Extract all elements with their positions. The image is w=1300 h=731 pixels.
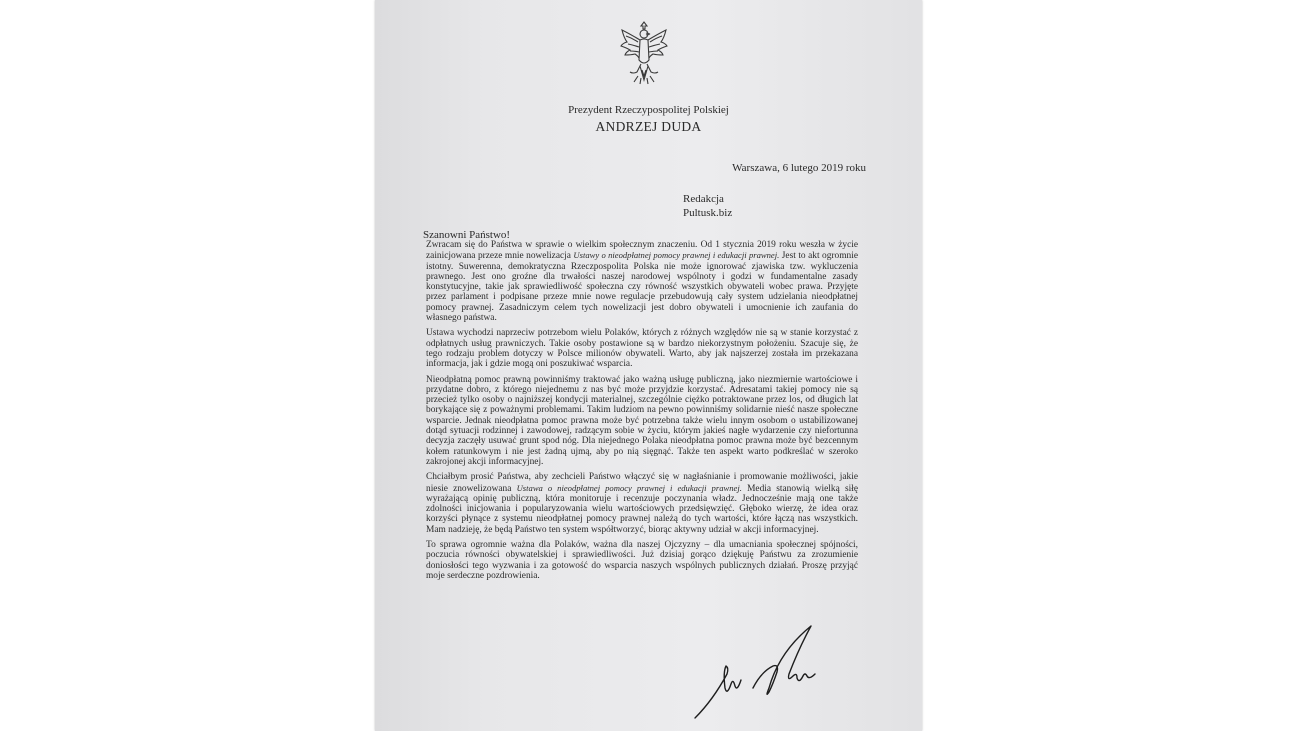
act-title: Ustawy o nieodpłatnej pomocy prawnej i edukacji prawnej. [573,250,780,261]
paragraph [426,240,858,323]
paragraph: Ustawa wychodzi naprzeciw potrzebom wielu Polaków, których z różnych względów nie są w stanie korzystać z odpłatnych usług prawniczych. Takie osoby postawione są w bardzo niekorzystnym położeniu. Szacuje się, że tego rodzaju problem dotyczy w Polsce milionów obywateli. Warto, aby jak najszerzej została im przekazana informacja, jak i gdzie mogą oni poszukiwać wsparcia. [426,328,858,370]
president-name: ANDRZEJ DUDA [595,119,702,134]
paragraph-text: Jest to akt ogromnie istotny. Suwerenna, demokratyczna Rzeczpospolita Polska nie może ignorować zjawiska tzw. wykluczenia prawnego. Jest ono groźne dla trwałości naszej narodowej wspólnoty i godzi w fundamentalne zasady konstytucyjne, takie jak sprawiedliwość społeczna czy równość wszystkich obywateli wobec prawa. Przyjęte przez parlament i podpisane przeze mnie nowe regulacje przebudowują cały system udzielania nieodpłatnej pomocy prawnej. Zasadniczym celem tych nowelizacji jest dobro obywateli i umocnienie ich zaufania do własnego państwa. [426,251,858,324]
handwritten-signature [693,622,823,722]
paragraph-text: Chciałbym prosić Państwa, aby zechcieli Państwo włączyć się w nagłaśnianie i promowanie możliwości, jakie niesie znowelizowana [426,472,858,494]
salutation: Szanowni Państwo! [423,229,511,241]
letter-body [426,240,858,586]
place-date: Warszawa, 6 lutego 2019 roku [732,162,866,174]
white-eagle-emblem-icon [618,20,670,88]
paragraph: To sprawa ogromnie ważna dla Polaków, ważna dla naszej Ojczyzny – dla umacniania społecznej spójności, poczucia równości obywatelskiej i sprawiedliwości. Już dzisiaj gorąco dziękuję Państwu za zrozumienie doniosłości tego wyzwania i za gotowość do wsparcia naszych wspólnych publicznych działań. Proszę przyjąć moje serdeczne pozdrowienia. [426,540,858,581]
paragraph-text: Zwracam się do Państwa w sprawie o wielkim społecznym znaczeniu. Od 1 stycznia 2019 roku weszła w życie zainicjowana przeze mnie nowelizacja [426,240,858,262]
paragraph-text: Media stanowią wielką siłę wyrażającą opinię publiczną, która monitoruje i recenzuje poczynania władz. Jednocześnie mają one także zdolności inicjowania i popularyzowania wielu wartościowych przedsięwzięć. Głęboko wierzę, że idea oraz korzyści płynące z systemu nieodpłatnej pomocy prawnej należą do tych wartości, które łączą nas wszystkich. Mam nadzieję, że będą Państwo ten system współtworzyć, biorąc aktywny udział w akcji informacyjnej. [426,483,858,535]
paragraph [426,472,858,535]
act-title: Ustawa o nieodpłatnej pomocy prawnej i edukacji prawnej. [516,482,742,493]
letter-page [375,0,922,731]
paragraph: Nieodpłatną pomoc prawną powinniśmy traktować jako ważną usługę publiczną, jako niezmiernie wartościowe i przydatne dobro, z którego niejednemu z nas być może przyjdzie korzystać. Adresatami takiej pomocy nie są przecież tylko osoby o najniższej kondycji materialnej, szczególnie ciężko potraktowane przez los, od długich lat borykające się z poważnymi problemami. Takim ludziom na pewno powinniśmy solidarnie nieść nasze społeczne wsparcie. Jednak nieodpłatna pomoc prawna może być potrzebna także wielu innym osobom o ustabilizowanej dotąd sytuacji rodzinnej i zawodowej, radzącym sobie w życiu, którym jakieś nagłe wydarzenie czy niefortunna decyzja zaczęły usuwać grunt spod nóg. Dla niejednego Polaka nieodpłatna pomoc prawna może być bezcennym kołem ratunkowym i nie jest żadną ujmą, aby po nią sięgnąć. Także ten aspekt warto podkreślać w szeroko zakrojonej akcji informacyjnej. [426,374,858,467]
recipient-line: Redakcja [683,193,724,205]
recipient-block [683,192,732,220]
recipient-line: Pultusk.biz [683,207,733,219]
office-title: Prezydent Rzeczypospolitej Polskiej [568,104,729,116]
